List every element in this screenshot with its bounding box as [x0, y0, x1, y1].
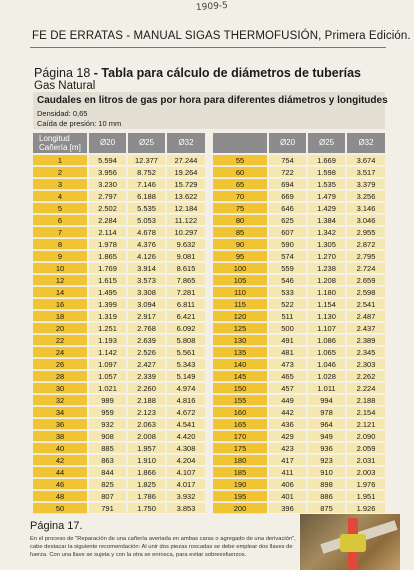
cell-left-d32: 4.420 [167, 431, 205, 442]
cell-right-d32: 2.031 [347, 455, 385, 466]
cell-right-d20: 546 [269, 275, 306, 286]
cell-right-d32: 2.224 [347, 383, 385, 394]
header-length-line2: Cañería [m] [39, 143, 81, 152]
cell-left-d25: 7.146 [128, 179, 165, 190]
cell-right-d32: 2.389 [347, 335, 385, 346]
cell-right-length: 120 [213, 311, 267, 322]
cell-left-length: 9 [33, 251, 87, 262]
cell-left-length: 46 [33, 479, 87, 490]
header-d32: Ø32 [167, 133, 205, 153]
cell-left-length: 50 [33, 503, 87, 514]
cell-left-d25: 6.188 [128, 191, 165, 202]
cell-left-length: 32 [33, 395, 87, 406]
cell-left-d20: 1.142 [89, 347, 126, 358]
cell-right-length: 170 [213, 431, 267, 442]
cell-left-length: 20 [33, 323, 87, 334]
cell-left-d20: 2.502 [89, 203, 126, 214]
cell-left-length: 26 [33, 359, 87, 370]
cell-left-d20: 825 [89, 479, 126, 490]
cell-right-d32: 3.146 [347, 203, 385, 214]
cell-left-d25: 5.535 [128, 203, 165, 214]
cell-left-length: 4 [33, 191, 87, 202]
cell-right-d32: 2.955 [347, 227, 385, 238]
cell-left-d25: 3.914 [128, 263, 165, 274]
cell-right-d20: 436 [269, 419, 306, 430]
cell-right-d25: 1.180 [308, 287, 345, 298]
cell-left-length: 42 [33, 455, 87, 466]
cell-right-d20: 533 [269, 287, 306, 298]
cell-right-d25: 1.384 [308, 215, 345, 226]
cell-right-d32: 2.541 [347, 299, 385, 310]
cell-left-length: 5 [33, 203, 87, 214]
cell-left-d25: 4.126 [128, 251, 165, 262]
cell-left-length: 12 [33, 275, 87, 286]
cell-left-length: 44 [33, 467, 87, 478]
cell-right-d20: 669 [269, 191, 306, 202]
cell-right-d20: 500 [269, 323, 306, 334]
cell-left-d25: 3.308 [128, 287, 165, 298]
cell-left-d20: 1.978 [89, 239, 126, 250]
cell-right-d20: 401 [269, 491, 306, 502]
header-d20-right: Ø20 [269, 133, 306, 153]
page17-heading: Página 17. [30, 520, 83, 532]
cell-right-d32: 2.090 [347, 431, 385, 442]
cell-right-d20: 694 [269, 179, 306, 190]
cell-left-d25: 2.427 [128, 359, 165, 370]
cell-right-d32: 3.674 [347, 155, 385, 166]
cell-right-d25: 949 [308, 431, 345, 442]
cell-right-d20: 574 [269, 251, 306, 262]
cell-left-d25: 1.825 [128, 479, 165, 490]
cell-right-d20: 491 [269, 335, 306, 346]
cell-right-d20: 423 [269, 443, 306, 454]
cell-right-d20: 449 [269, 395, 306, 406]
cell-left-d20: 1.495 [89, 287, 126, 298]
cell-left-d20: 807 [89, 491, 126, 502]
cell-right-length: 85 [213, 227, 267, 238]
cell-left-d25: 2.188 [128, 395, 165, 406]
cell-left-d20: 1.251 [89, 323, 126, 334]
cell-right-d32: 2.345 [347, 347, 385, 358]
cell-right-d25: 1.305 [308, 239, 345, 250]
cell-left-d20: 1.399 [89, 299, 126, 310]
cell-left-d25: 1.786 [128, 491, 165, 502]
cell-right-d32: 2.659 [347, 275, 385, 286]
cell-left-d25: 2.639 [128, 335, 165, 346]
cell-right-d25: 1.669 [308, 155, 345, 166]
cell-right-length: 55 [213, 155, 267, 166]
cell-left-d25: 2.123 [128, 407, 165, 418]
cell-left-d32: 27.244 [167, 155, 205, 166]
cell-left-length: 48 [33, 491, 87, 502]
cell-left-d25: 12.377 [128, 155, 165, 166]
cell-left-d32: 5.149 [167, 371, 205, 382]
cell-left-d32: 5.561 [167, 347, 205, 358]
cell-left-d32: 4.672 [167, 407, 205, 418]
cell-left-length: 38 [33, 431, 87, 442]
cell-left-length: 28 [33, 371, 87, 382]
cell-right-d20: 481 [269, 347, 306, 358]
header-length [33, 133, 87, 153]
header-d32-right: Ø32 [347, 133, 385, 153]
cell-right-d32: 3.256 [347, 191, 385, 202]
cell-left-d32: 11.122 [167, 215, 205, 226]
cell-left-d20: 5.594 [89, 155, 126, 166]
cell-right-d20: 442 [269, 407, 306, 418]
cell-left-d20: 1.865 [89, 251, 126, 262]
cell-left-d32: 6.421 [167, 311, 205, 322]
cell-left-d20: 2.797 [89, 191, 126, 202]
cell-left-d32: 4.816 [167, 395, 205, 406]
cell-left-d32: 9.632 [167, 239, 205, 250]
cell-right-d20: 625 [269, 215, 306, 226]
cell-right-d32: 2.188 [347, 395, 385, 406]
cell-left-d20: 1.193 [89, 335, 126, 346]
cell-right-d25: 1.011 [308, 383, 345, 394]
cell-right-length: 195 [213, 491, 267, 502]
cell-right-d25: 994 [308, 395, 345, 406]
cell-left-d32: 4.017 [167, 479, 205, 490]
cell-left-d25: 4.376 [128, 239, 165, 250]
cell-left-d25: 2.917 [128, 311, 165, 322]
handwritten-annotation: 1909-5 [195, 0, 229, 14]
cell-left-d20: 2.284 [89, 215, 126, 226]
cell-left-d20: 791 [89, 503, 126, 514]
cell-left-d25: 1.750 [128, 503, 165, 514]
cell-right-length: 145 [213, 371, 267, 382]
cell-left-d32: 4.541 [167, 419, 205, 430]
table-info-box [33, 92, 388, 129]
cell-left-length: 6 [33, 215, 87, 226]
cell-left-length: 7 [33, 227, 87, 238]
cell-left-length: 18 [33, 311, 87, 322]
cell-right-d20: 473 [269, 359, 306, 370]
cell-left-d20: 908 [89, 431, 126, 442]
cell-left-d25: 8.752 [128, 167, 165, 178]
cell-right-d25: 978 [308, 407, 345, 418]
cell-left-length: 24 [33, 347, 87, 358]
cell-right-d20: 457 [269, 383, 306, 394]
page18-label: Página 18 [34, 66, 91, 80]
cell-left-d32: 9.081 [167, 251, 205, 262]
cell-left-d20: 1.021 [89, 383, 126, 394]
cell-left-d32: 5.343 [167, 359, 205, 370]
cell-right-d20: 590 [269, 239, 306, 250]
cell-left-d20: 1.319 [89, 311, 126, 322]
cell-left-d20: 1.769 [89, 263, 126, 274]
cell-right-d25: 1.270 [308, 251, 345, 262]
cell-right-d32: 3.379 [347, 179, 385, 190]
cell-right-length: 200 [213, 503, 267, 514]
cell-left-length: 1 [33, 155, 87, 166]
cell-left-d32: 13.622 [167, 191, 205, 202]
photo-fitting [340, 534, 366, 552]
cell-right-d20: 465 [269, 371, 306, 382]
cell-right-length: 70 [213, 191, 267, 202]
cell-right-d32: 2.154 [347, 407, 385, 418]
cell-right-d32: 3.517 [347, 167, 385, 178]
page17-text: En el proceso de "Reparación de una cañería averiada en ambas caras o agregado de una derivación", cabe destacar la siguiente recomendación: Al unir dos piezas roscadas se debe emplear dos llaves de fuerza. Con una llave se sujeta y con la otra se enrosca, para evitar sobreesfuerzos. [30, 536, 296, 558]
cell-left-d20: 1.057 [89, 371, 126, 382]
cell-left-length: 14 [33, 287, 87, 298]
density-label: Densidad: 0,65 [37, 109, 88, 118]
cell-right-d32: 1.926 [347, 503, 385, 514]
cell-right-length: 65 [213, 179, 267, 190]
cell-left-d25: 2.526 [128, 347, 165, 358]
page18-heading [34, 66, 361, 80]
header-length-right [213, 133, 267, 153]
cell-left-d32: 6.811 [167, 299, 205, 310]
header-d25-right: Ø25 [308, 133, 345, 153]
cell-left-d32: 4.974 [167, 383, 205, 394]
cell-right-d20: 511 [269, 311, 306, 322]
cell-right-d25: 936 [308, 443, 345, 454]
cell-left-d20: 844 [89, 467, 126, 478]
cell-right-d32: 2.262 [347, 371, 385, 382]
cell-left-d32: 6.092 [167, 323, 205, 334]
cell-left-d25: 4.678 [128, 227, 165, 238]
cell-left-d32: 15.729 [167, 179, 205, 190]
cell-right-d25: 1.342 [308, 227, 345, 238]
cell-right-d25: 886 [308, 491, 345, 502]
cell-right-d25: 1.046 [308, 359, 345, 370]
cell-right-d32: 1.951 [347, 491, 385, 502]
cell-right-d20: 522 [269, 299, 306, 310]
cell-right-length: 80 [213, 215, 267, 226]
cell-right-length: 100 [213, 263, 267, 274]
cell-right-d20: 646 [269, 203, 306, 214]
cell-right-d32: 2.872 [347, 239, 385, 250]
cell-right-d25: 1.598 [308, 167, 345, 178]
cell-left-length: 30 [33, 383, 87, 394]
cell-left-d32: 4.204 [167, 455, 205, 466]
cell-right-length: 110 [213, 287, 267, 298]
header-d25: Ø25 [128, 133, 165, 153]
cell-right-d20: 429 [269, 431, 306, 442]
cell-left-length: 34 [33, 407, 87, 418]
cell-right-length: 150 [213, 383, 267, 394]
table-section-title: Caudales en litros de gas por hora para diferentes diámetros y longitudes [37, 95, 388, 106]
cell-right-d32: 2.003 [347, 467, 385, 478]
gas-type-subtitle: Gas Natural [34, 80, 96, 92]
cell-right-length: 115 [213, 299, 267, 310]
cell-left-d20: 3.956 [89, 167, 126, 178]
cell-left-d25: 5.053 [128, 215, 165, 226]
cell-right-d32: 2.795 [347, 251, 385, 262]
cell-right-d32: 1.976 [347, 479, 385, 490]
cell-right-d20: 722 [269, 167, 306, 178]
cell-left-d20: 959 [89, 407, 126, 418]
cell-right-length: 95 [213, 251, 267, 262]
cell-right-d32: 2.303 [347, 359, 385, 370]
cell-right-d25: 1.238 [308, 263, 345, 274]
cell-left-length: 36 [33, 419, 87, 430]
cell-right-d20: 417 [269, 455, 306, 466]
document-title: FE DE ERRATAS - MANUAL SIGAS THERMOFUSIÓN, Primera Edición. [32, 30, 411, 42]
cell-left-d32: 19.264 [167, 167, 205, 178]
cell-left-length: 10 [33, 263, 87, 274]
cell-left-d32: 4.308 [167, 443, 205, 454]
cell-left-d20: 1.615 [89, 275, 126, 286]
cell-left-d25: 1.957 [128, 443, 165, 454]
cell-right-d32: 2.724 [347, 263, 385, 274]
cell-right-length: 130 [213, 335, 267, 346]
pipe-photo [300, 514, 400, 570]
header-divider [30, 47, 386, 48]
cell-left-d20: 932 [89, 419, 126, 430]
cell-left-d25: 3.573 [128, 275, 165, 286]
cell-right-d20: 411 [269, 467, 306, 478]
page18-title: - Tabla para cálculo de diámetros de tuberías [90, 66, 361, 80]
cell-right-d32: 2.598 [347, 287, 385, 298]
cell-right-d20: 396 [269, 503, 306, 514]
cell-left-d32: 7.865 [167, 275, 205, 286]
cell-left-length: 3 [33, 179, 87, 190]
cell-right-length: 185 [213, 467, 267, 478]
cell-right-d20: 607 [269, 227, 306, 238]
cell-left-d25: 2.008 [128, 431, 165, 442]
cell-left-d20: 2.114 [89, 227, 126, 238]
cell-left-d32: 7.281 [167, 287, 205, 298]
cell-right-d20: 406 [269, 479, 306, 490]
cell-left-d20: 1.097 [89, 359, 126, 370]
cell-left-d32: 12.184 [167, 203, 205, 214]
cell-right-d25: 1.154 [308, 299, 345, 310]
cell-right-d32: 2.121 [347, 419, 385, 430]
cell-right-length: 135 [213, 347, 267, 358]
cell-left-length: 16 [33, 299, 87, 310]
cell-left-d32: 4.107 [167, 467, 205, 478]
cell-right-d25: 875 [308, 503, 345, 514]
cell-right-d20: 754 [269, 155, 306, 166]
cell-right-d25: 1.107 [308, 323, 345, 334]
cell-left-d25: 1.910 [128, 455, 165, 466]
cell-right-length: 140 [213, 359, 267, 370]
cell-right-length: 90 [213, 239, 267, 250]
cell-right-length: 175 [213, 443, 267, 454]
cell-right-d25: 1.429 [308, 203, 345, 214]
cell-right-length: 60 [213, 167, 267, 178]
cell-right-d32: 2.059 [347, 443, 385, 454]
cell-left-d20: 3.230 [89, 179, 126, 190]
cell-right-d20: 559 [269, 263, 306, 274]
cell-right-d32: 2.487 [347, 311, 385, 322]
cell-right-d25: 1.086 [308, 335, 345, 346]
cell-left-d25: 2.339 [128, 371, 165, 382]
cell-left-d20: 863 [89, 455, 126, 466]
cell-right-d25: 898 [308, 479, 345, 490]
cell-right-length: 155 [213, 395, 267, 406]
cell-right-d25: 1.479 [308, 191, 345, 202]
cell-left-d25: 2.260 [128, 383, 165, 394]
cell-right-length: 165 [213, 419, 267, 430]
cell-right-length: 125 [213, 323, 267, 334]
cell-right-d25: 1.130 [308, 311, 345, 322]
cell-right-d25: 910 [308, 467, 345, 478]
cell-right-d25: 1.028 [308, 371, 345, 382]
cell-right-length: 160 [213, 407, 267, 418]
cell-left-length: 8 [33, 239, 87, 250]
cell-left-length: 22 [33, 335, 87, 346]
cell-left-d25: 3.094 [128, 299, 165, 310]
cell-left-d20: 885 [89, 443, 126, 454]
cell-left-d20: 989 [89, 395, 126, 406]
cell-right-d32: 3.046 [347, 215, 385, 226]
cell-left-d25: 2.768 [128, 323, 165, 334]
cell-right-d25: 964 [308, 419, 345, 430]
cell-right-d25: 1.065 [308, 347, 345, 358]
cell-left-d32: 5.808 [167, 335, 205, 346]
cell-left-d32: 3.853 [167, 503, 205, 514]
header-d20: Ø20 [89, 133, 126, 153]
cell-left-d32: 10.297 [167, 227, 205, 238]
cell-left-length: 40 [33, 443, 87, 454]
cell-left-d32: 3.932 [167, 491, 205, 502]
cell-left-length: 2 [33, 167, 87, 178]
pressure-drop-label: Caída de presión: 10 mm [37, 119, 122, 128]
cell-left-d25: 1.866 [128, 467, 165, 478]
cell-right-d25: 1.208 [308, 275, 345, 286]
header-length-line1: Longitud [39, 134, 70, 143]
cell-right-length: 180 [213, 455, 267, 466]
cell-right-length: 75 [213, 203, 267, 214]
cell-right-length: 105 [213, 275, 267, 286]
cell-right-d32: 2.437 [347, 323, 385, 334]
cell-right-d25: 1.535 [308, 179, 345, 190]
cell-left-d25: 2.063 [128, 419, 165, 430]
cell-right-length: 190 [213, 479, 267, 490]
cell-left-d32: 8.615 [167, 263, 205, 274]
cell-right-d25: 923 [308, 455, 345, 466]
